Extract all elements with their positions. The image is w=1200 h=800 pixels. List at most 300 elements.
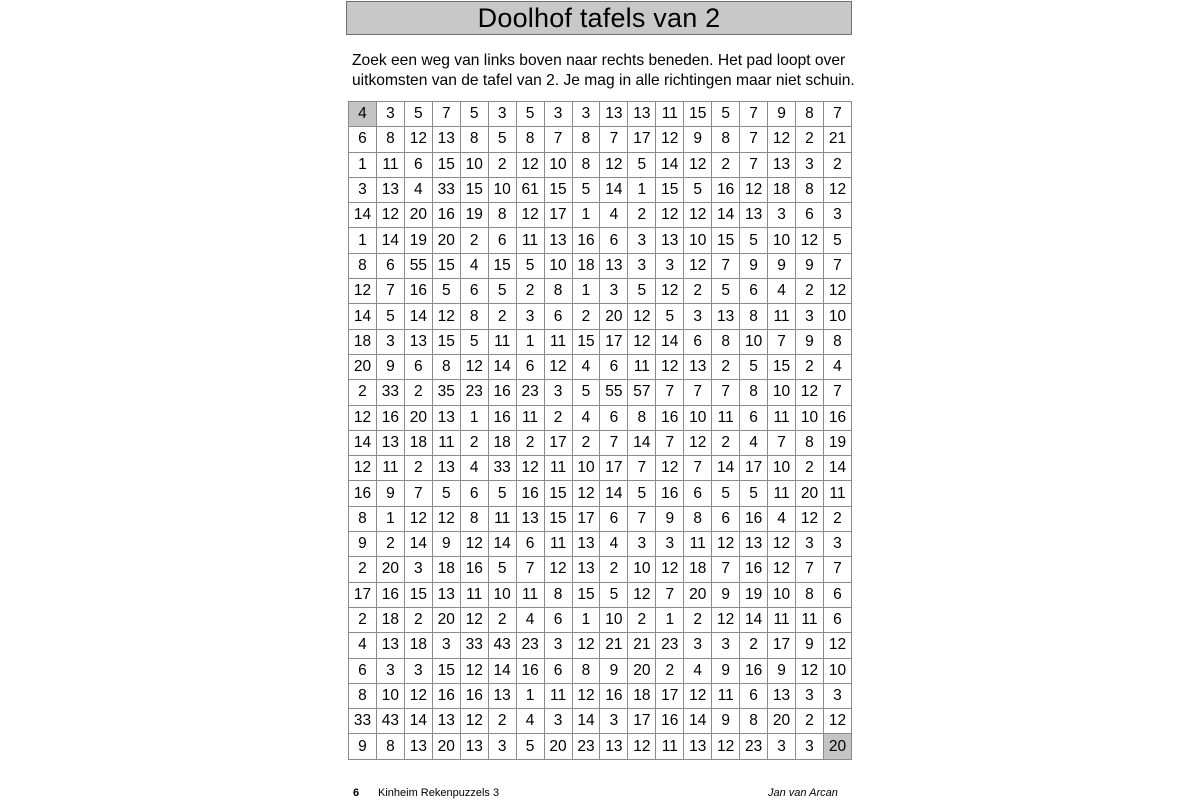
- maze-cell[interactable]: 8: [460, 304, 488, 329]
- maze-cell[interactable]: 17: [656, 683, 684, 708]
- maze-cell[interactable]: 14: [376, 228, 404, 253]
- maze-cell[interactable]: 11: [712, 405, 740, 430]
- maze-cell[interactable]: 6: [544, 658, 572, 683]
- maze-cell[interactable]: 11: [432, 430, 460, 455]
- maze-cell[interactable]: 14: [656, 329, 684, 354]
- maze-cell[interactable]: 9: [712, 658, 740, 683]
- maze-cell[interactable]: 16: [516, 658, 544, 683]
- maze-cell[interactable]: 14: [488, 354, 516, 379]
- maze-cell[interactable]: 6: [600, 506, 628, 531]
- maze-cell[interactable]: 7: [656, 582, 684, 607]
- maze-cell[interactable]: 20: [432, 734, 460, 759]
- maze-cell[interactable]: 12: [460, 658, 488, 683]
- maze-cell[interactable]: 7: [740, 152, 768, 177]
- maze-cell[interactable]: 3: [516, 304, 544, 329]
- maze-cell[interactable]: 10: [768, 582, 796, 607]
- maze-cell[interactable]: 3: [600, 279, 628, 304]
- maze-cell[interactable]: 23: [572, 734, 600, 759]
- maze-cell[interactable]: 20: [544, 734, 572, 759]
- maze-cell[interactable]: 12: [460, 532, 488, 557]
- maze-cell[interactable]: 12: [796, 228, 824, 253]
- maze-cell[interactable]: 18: [432, 557, 460, 582]
- maze-cell[interactable]: 5: [712, 279, 740, 304]
- maze-cell[interactable]: 12: [656, 279, 684, 304]
- maze-cell[interactable]: 19: [404, 228, 432, 253]
- maze-cell[interactable]: 8: [460, 127, 488, 152]
- maze-cell[interactable]: 13: [432, 709, 460, 734]
- maze-cell[interactable]: 8: [572, 127, 600, 152]
- maze-cell[interactable]: 7: [628, 506, 656, 531]
- maze-cell[interactable]: 10: [460, 152, 488, 177]
- maze-cell[interactable]: 57: [628, 380, 656, 405]
- maze-cell[interactable]: 13: [600, 253, 628, 278]
- maze-cell[interactable]: 23: [460, 380, 488, 405]
- maze-cell[interactable]: 13: [628, 102, 656, 127]
- maze-cell[interactable]: 15: [656, 177, 684, 202]
- maze-cell[interactable]: 1: [572, 279, 600, 304]
- maze-cell[interactable]: 3: [404, 658, 432, 683]
- maze-cell[interactable]: 12: [544, 354, 572, 379]
- maze-cell[interactable]: 15: [572, 329, 600, 354]
- maze-cell[interactable]: 8: [740, 380, 768, 405]
- maze-cell[interactable]: 4: [349, 633, 377, 658]
- maze-cell[interactable]: 16: [432, 683, 460, 708]
- maze-cell[interactable]: 8: [349, 253, 377, 278]
- maze-cell[interactable]: 11: [712, 683, 740, 708]
- maze-cell[interactable]: 18: [684, 557, 712, 582]
- maze-cell[interactable]: 13: [376, 177, 404, 202]
- maze-cell[interactable]: 11: [544, 532, 572, 557]
- maze-cell[interactable]: 16: [656, 481, 684, 506]
- maze-cell[interactable]: 6: [796, 203, 824, 228]
- maze-cell[interactable]: 9: [796, 633, 824, 658]
- maze-cell[interactable]: 3: [544, 633, 572, 658]
- maze-cell[interactable]: 10: [768, 380, 796, 405]
- maze-cell[interactable]: 7: [712, 557, 740, 582]
- maze-cell[interactable]: 13: [516, 506, 544, 531]
- maze-cell[interactable]: 5: [572, 380, 600, 405]
- maze-cell[interactable]: 2: [628, 607, 656, 632]
- maze-cell[interactable]: 12: [349, 456, 377, 481]
- maze-cell[interactable]: 5: [376, 304, 404, 329]
- maze-cell[interactable]: 8: [544, 279, 572, 304]
- maze-cell[interactable]: 15: [684, 102, 712, 127]
- maze-cell[interactable]: 5: [740, 354, 768, 379]
- maze-cell[interactable]: 14: [656, 152, 684, 177]
- maze-cell[interactable]: 5: [516, 253, 544, 278]
- maze-cell[interactable]: 6: [544, 607, 572, 632]
- maze-cell[interactable]: 4: [516, 709, 544, 734]
- maze-cell[interactable]: 12: [712, 607, 740, 632]
- maze-cell[interactable]: 1: [628, 177, 656, 202]
- maze-cell[interactable]: 20: [684, 582, 712, 607]
- maze-cell[interactable]: 5: [628, 481, 656, 506]
- maze-cell[interactable]: 2: [349, 380, 377, 405]
- maze-cell[interactable]: 9: [656, 506, 684, 531]
- maze-cell[interactable]: 3: [796, 683, 824, 708]
- maze-cell[interactable]: 20: [768, 709, 796, 734]
- maze-cell[interactable]: 8: [684, 506, 712, 531]
- maze-cell[interactable]: 6: [488, 228, 516, 253]
- maze-cell[interactable]: 14: [712, 456, 740, 481]
- maze-cell[interactable]: 15: [432, 658, 460, 683]
- maze-cell[interactable]: 20: [796, 481, 824, 506]
- maze-cell[interactable]: 3: [376, 329, 404, 354]
- maze-cell[interactable]: 11: [768, 405, 796, 430]
- maze-cell[interactable]: 12: [656, 127, 684, 152]
- maze-cell[interactable]: 16: [656, 405, 684, 430]
- maze-cell[interactable]: 2: [376, 532, 404, 557]
- maze-cell[interactable]: 16: [740, 658, 768, 683]
- maze-cell[interactable]: 14: [404, 304, 432, 329]
- maze-cell[interactable]: 20: [628, 658, 656, 683]
- maze-cell[interactable]: 3: [432, 633, 460, 658]
- maze-cell[interactable]: 15: [460, 177, 488, 202]
- maze-cell[interactable]: 55: [600, 380, 628, 405]
- maze-cell[interactable]: 8: [628, 405, 656, 430]
- maze-cell[interactable]: 11: [376, 152, 404, 177]
- maze-cell[interactable]: 16: [712, 177, 740, 202]
- maze-cell[interactable]: 2: [628, 203, 656, 228]
- maze-cell[interactable]: 4: [460, 253, 488, 278]
- maze-cell[interactable]: 11: [768, 481, 796, 506]
- maze-cell[interactable]: 6: [600, 405, 628, 430]
- maze-cell[interactable]: 2: [404, 607, 432, 632]
- maze-cell[interactable]: 3: [572, 102, 600, 127]
- maze-cell[interactable]: 14: [684, 709, 712, 734]
- maze-cell[interactable]: 12: [740, 177, 768, 202]
- maze-cell[interactable]: 3: [768, 734, 796, 759]
- maze-cell[interactable]: 2: [572, 304, 600, 329]
- maze-cell[interactable]: 17: [544, 430, 572, 455]
- maze-cell[interactable]: 2: [404, 456, 432, 481]
- maze-cell[interactable]: 17: [768, 633, 796, 658]
- maze-cell[interactable]: 2: [796, 279, 824, 304]
- maze-cell[interactable]: 7: [712, 380, 740, 405]
- maze-cell[interactable]: 11: [768, 607, 796, 632]
- maze-cell[interactable]: 33: [376, 380, 404, 405]
- maze-cell[interactable]: 12: [768, 127, 796, 152]
- maze-cell[interactable]: 5: [572, 177, 600, 202]
- maze-cell[interactable]: 11: [628, 354, 656, 379]
- maze-cell[interactable]: 6: [460, 279, 488, 304]
- maze-cell[interactable]: 19: [460, 203, 488, 228]
- maze-cell[interactable]: 9: [712, 582, 740, 607]
- maze-cell[interactable]: 2: [684, 279, 712, 304]
- maze-cell[interactable]: 3: [544, 380, 572, 405]
- maze-cell[interactable]: 11: [796, 607, 824, 632]
- maze-cell[interactable]: 2: [544, 405, 572, 430]
- maze-cell[interactable]: 13: [432, 456, 460, 481]
- maze-cell[interactable]: 7: [516, 557, 544, 582]
- maze-cell[interactable]: 9: [349, 532, 377, 557]
- maze-cell[interactable]: 15: [544, 177, 572, 202]
- maze-cell[interactable]: 15: [432, 329, 460, 354]
- maze-cell[interactable]: 5: [628, 279, 656, 304]
- maze-cell[interactable]: 12: [376, 203, 404, 228]
- maze-cell[interactable]: 6: [516, 532, 544, 557]
- maze-cell[interactable]: 20: [600, 304, 628, 329]
- maze-cell[interactable]: 11: [684, 532, 712, 557]
- maze-cell[interactable]: 12: [404, 127, 432, 152]
- maze-cell[interactable]: 12: [544, 557, 572, 582]
- maze-cell[interactable]: 12: [460, 607, 488, 632]
- maze-cell[interactable]: 2: [656, 658, 684, 683]
- maze-cell[interactable]: 2: [823, 152, 851, 177]
- maze-cell[interactable]: 4: [600, 532, 628, 557]
- maze-cell[interactable]: 11: [544, 329, 572, 354]
- maze-cell[interactable]: 11: [544, 683, 572, 708]
- maze-cell[interactable]: 3: [628, 532, 656, 557]
- maze-cell[interactable]: 6: [684, 481, 712, 506]
- maze-cell[interactable]: 11: [376, 456, 404, 481]
- maze-cell[interactable]: 5: [488, 279, 516, 304]
- maze-cell[interactable]: 14: [349, 203, 377, 228]
- maze-cell[interactable]: 7: [684, 456, 712, 481]
- maze-cell[interactable]: 8: [712, 127, 740, 152]
- maze-cell[interactable]: 13: [600, 734, 628, 759]
- maze-cell[interactable]: 1: [460, 405, 488, 430]
- maze-cell[interactable]: 4: [600, 203, 628, 228]
- maze-cell[interactable]: 13: [656, 228, 684, 253]
- maze-cell[interactable]: 5: [460, 329, 488, 354]
- maze-cell[interactable]: 13: [376, 633, 404, 658]
- maze-cell[interactable]: 11: [768, 304, 796, 329]
- maze-cell[interactable]: 6: [460, 481, 488, 506]
- maze-cell[interactable]: 20: [432, 228, 460, 253]
- maze-cell[interactable]: 7: [796, 557, 824, 582]
- maze-cell[interactable]: 9: [768, 102, 796, 127]
- maze-cell[interactable]: 15: [544, 506, 572, 531]
- maze-cell[interactable]: 16: [740, 506, 768, 531]
- maze-cell[interactable]: 12: [572, 633, 600, 658]
- maze-cell[interactable]: 2: [823, 506, 851, 531]
- maze-cell[interactable]: 17: [572, 506, 600, 531]
- maze-cell[interactable]: 21: [628, 633, 656, 658]
- maze-cell[interactable]: 13: [684, 354, 712, 379]
- maze-cell[interactable]: 7: [712, 253, 740, 278]
- maze-cell[interactable]: 8: [544, 582, 572, 607]
- maze-cell[interactable]: 12: [712, 532, 740, 557]
- maze-cell[interactable]: 1: [516, 329, 544, 354]
- maze-cell[interactable]: 18: [404, 430, 432, 455]
- maze-cell[interactable]: 13: [572, 557, 600, 582]
- maze-cell[interactable]: 14: [712, 203, 740, 228]
- maze-cell[interactable]: 12: [823, 279, 851, 304]
- maze-cell[interactable]: 12: [628, 734, 656, 759]
- maze-cell[interactable]: 9: [768, 658, 796, 683]
- maze-cell[interactable]: 10: [628, 557, 656, 582]
- maze-cell[interactable]: 10: [376, 683, 404, 708]
- maze-cell[interactable]: 20: [404, 405, 432, 430]
- maze-cell[interactable]: 9: [432, 532, 460, 557]
- maze-cell[interactable]: 9: [740, 253, 768, 278]
- maze-cell[interactable]: 7: [544, 127, 572, 152]
- maze-cell[interactable]: 7: [823, 380, 851, 405]
- maze-cell[interactable]: 12: [656, 203, 684, 228]
- maze-cell[interactable]: 13: [404, 734, 432, 759]
- maze-cell[interactable]: 17: [628, 127, 656, 152]
- maze-cell[interactable]: 14: [404, 709, 432, 734]
- maze-cell[interactable]: 13: [572, 532, 600, 557]
- maze-cell[interactable]: 6: [349, 127, 377, 152]
- maze-cell[interactable]: 13: [404, 329, 432, 354]
- maze-cell[interactable]: 11: [488, 329, 516, 354]
- maze-cell[interactable]: 2: [684, 607, 712, 632]
- maze-cell[interactable]: 7: [600, 430, 628, 455]
- maze-cell[interactable]: 16: [516, 481, 544, 506]
- maze-cell[interactable]: 17: [349, 582, 377, 607]
- maze-cell[interactable]: 1: [349, 228, 377, 253]
- maze-end-cell[interactable]: 20: [823, 734, 851, 759]
- maze-cell[interactable]: 2: [712, 430, 740, 455]
- maze-cell[interactable]: 15: [572, 582, 600, 607]
- maze-cell[interactable]: 2: [488, 607, 516, 632]
- maze-cell[interactable]: 7: [768, 329, 796, 354]
- maze-cell[interactable]: 3: [823, 683, 851, 708]
- maze-cell[interactable]: 3: [796, 304, 824, 329]
- maze-cell[interactable]: 6: [404, 354, 432, 379]
- maze-cell[interactable]: 13: [768, 152, 796, 177]
- maze-cell[interactable]: 7: [404, 481, 432, 506]
- maze-cell[interactable]: 10: [684, 405, 712, 430]
- maze-cell[interactable]: 35: [432, 380, 460, 405]
- maze-cell[interactable]: 8: [796, 177, 824, 202]
- maze-cell[interactable]: 8: [712, 329, 740, 354]
- maze-cell[interactable]: 12: [516, 203, 544, 228]
- maze-cell[interactable]: 13: [432, 127, 460, 152]
- maze-cell[interactable]: 3: [376, 658, 404, 683]
- maze-cell[interactable]: 21: [600, 633, 628, 658]
- maze-cell[interactable]: 14: [572, 709, 600, 734]
- maze-cell[interactable]: 23: [656, 633, 684, 658]
- maze-cell[interactable]: 13: [712, 304, 740, 329]
- maze-cell[interactable]: 3: [684, 304, 712, 329]
- maze-cell[interactable]: 3: [823, 203, 851, 228]
- maze-cell[interactable]: 7: [656, 380, 684, 405]
- maze-cell[interactable]: 2: [349, 607, 377, 632]
- maze-cell[interactable]: 12: [516, 456, 544, 481]
- maze-cell[interactable]: 6: [404, 152, 432, 177]
- maze-cell[interactable]: 8: [796, 582, 824, 607]
- maze-cell[interactable]: 3: [544, 709, 572, 734]
- maze-cell[interactable]: 8: [823, 329, 851, 354]
- maze-cell[interactable]: 2: [460, 228, 488, 253]
- maze-cell[interactable]: 12: [600, 152, 628, 177]
- maze-cell[interactable]: 2: [488, 152, 516, 177]
- maze-cell[interactable]: 18: [404, 633, 432, 658]
- maze-cell[interactable]: 15: [488, 253, 516, 278]
- maze-cell[interactable]: 12: [768, 557, 796, 582]
- maze-cell[interactable]: 7: [656, 430, 684, 455]
- maze-cell[interactable]: 5: [460, 102, 488, 127]
- maze-cell[interactable]: 15: [404, 582, 432, 607]
- maze-cell[interactable]: 11: [516, 582, 544, 607]
- maze-cell[interactable]: 5: [432, 279, 460, 304]
- maze-cell[interactable]: 2: [572, 430, 600, 455]
- maze-cell[interactable]: 3: [544, 102, 572, 127]
- maze-cell[interactable]: 11: [823, 481, 851, 506]
- maze-cell[interactable]: 23: [516, 633, 544, 658]
- maze-cell[interactable]: 33: [349, 709, 377, 734]
- maze-cell[interactable]: 33: [432, 177, 460, 202]
- maze-cell[interactable]: 4: [572, 354, 600, 379]
- maze-cell[interactable]: 15: [432, 152, 460, 177]
- maze-cell[interactable]: 13: [544, 228, 572, 253]
- maze-cell[interactable]: 7: [740, 102, 768, 127]
- maze-cell[interactable]: 12: [656, 557, 684, 582]
- maze-cell[interactable]: 2: [600, 557, 628, 582]
- maze-cell[interactable]: 9: [376, 354, 404, 379]
- maze-cell[interactable]: 2: [516, 279, 544, 304]
- maze-cell[interactable]: 20: [432, 607, 460, 632]
- maze-cell[interactable]: 9: [796, 329, 824, 354]
- maze-cell[interactable]: 12: [349, 405, 377, 430]
- maze-cell[interactable]: 12: [684, 152, 712, 177]
- maze-cell[interactable]: 55: [404, 253, 432, 278]
- maze-cell[interactable]: 10: [768, 228, 796, 253]
- maze-cell[interactable]: 5: [488, 557, 516, 582]
- maze-cell[interactable]: 12: [460, 709, 488, 734]
- maze-cell[interactable]: 18: [349, 329, 377, 354]
- maze-cell[interactable]: 2: [796, 456, 824, 481]
- maze-cell[interactable]: 3: [600, 709, 628, 734]
- maze-cell[interactable]: 8: [376, 734, 404, 759]
- maze-cell[interactable]: 3: [684, 633, 712, 658]
- maze-cell[interactable]: 14: [600, 177, 628, 202]
- maze-cell[interactable]: 5: [684, 177, 712, 202]
- maze-cell[interactable]: 3: [628, 253, 656, 278]
- maze-start-cell[interactable]: 4: [349, 102, 377, 127]
- maze-cell[interactable]: 16: [349, 481, 377, 506]
- maze-cell[interactable]: 17: [600, 456, 628, 481]
- maze-cell[interactable]: 12: [656, 354, 684, 379]
- maze-cell[interactable]: 1: [572, 203, 600, 228]
- maze-cell[interactable]: 23: [740, 734, 768, 759]
- maze-cell[interactable]: 9: [768, 253, 796, 278]
- maze-cell[interactable]: 7: [823, 253, 851, 278]
- maze-cell[interactable]: 14: [404, 532, 432, 557]
- maze-cell[interactable]: 12: [516, 152, 544, 177]
- maze-cell[interactable]: 9: [349, 734, 377, 759]
- maze-cell[interactable]: 33: [460, 633, 488, 658]
- maze-cell[interactable]: 13: [684, 734, 712, 759]
- maze-cell[interactable]: 3: [349, 177, 377, 202]
- maze-cell[interactable]: 1: [349, 152, 377, 177]
- maze-cell[interactable]: 15: [432, 253, 460, 278]
- maze-cell[interactable]: 16: [376, 582, 404, 607]
- maze-cell[interactable]: 11: [460, 582, 488, 607]
- maze-cell[interactable]: 18: [376, 607, 404, 632]
- maze-cell[interactable]: 5: [516, 734, 544, 759]
- maze-cell[interactable]: 18: [628, 683, 656, 708]
- maze-cell[interactable]: 2: [516, 430, 544, 455]
- maze-cell[interactable]: 16: [488, 405, 516, 430]
- maze-cell[interactable]: 6: [349, 658, 377, 683]
- maze-cell[interactable]: 10: [544, 152, 572, 177]
- maze-cell[interactable]: 15: [768, 354, 796, 379]
- maze-cell[interactable]: 16: [376, 405, 404, 430]
- maze-cell[interactable]: 4: [404, 177, 432, 202]
- maze-cell[interactable]: 13: [740, 532, 768, 557]
- maze-cell[interactable]: 14: [823, 456, 851, 481]
- maze-cell[interactable]: 8: [460, 506, 488, 531]
- maze-cell[interactable]: 16: [488, 380, 516, 405]
- maze-cell[interactable]: 7: [628, 456, 656, 481]
- maze-cell[interactable]: 6: [740, 683, 768, 708]
- maze-cell[interactable]: 10: [600, 607, 628, 632]
- maze-cell[interactable]: 5: [740, 228, 768, 253]
